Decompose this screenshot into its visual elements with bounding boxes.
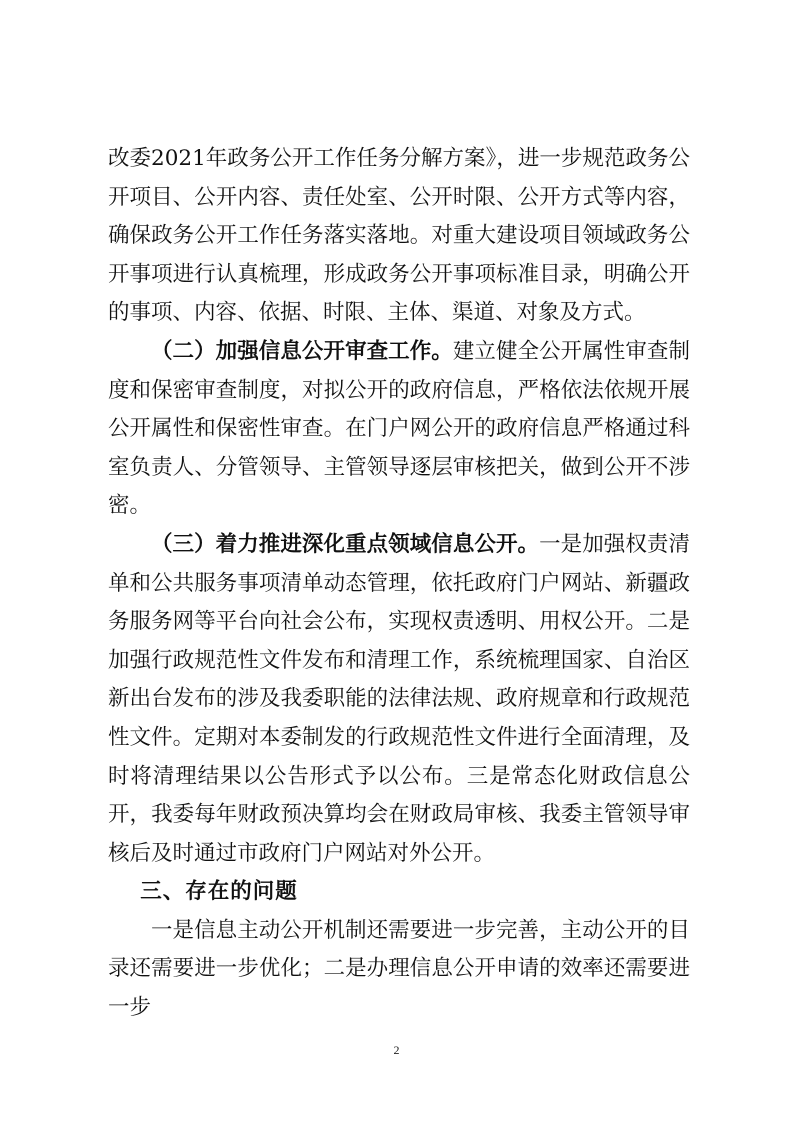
subheading-review-work: （二）加强信息公开审查工作。	[151, 338, 453, 364]
paragraph-continuation: 改委2021年政务公开工作任务分解方案》，进一步规范政务公开项目、公开内容、责任处室、公开时限、公开方式等内容，确保政务公开工作任务落实落地。对重大建设项目领域政务公开事项进行认真梳理，形成政务公开事项标准目录，明确公开的事项、内容、依据、时限、主体、渠道、对象及方式。	[108, 146, 690, 326]
paragraph-key-areas-body: 一是加强权责清单和公共服务事项清单动态管理，依托政府门户网站、新疆政务服务网等平台向社会公布，实现权责透明、用权公开。二是加强行政规范性文件发布和清理工作，系统梳理国家、自治区新出台发布的涉及我委职能的法律法规、政府规章和行政规范性文件。定期对本委制发的行政规范性文件进行全面清理，及时将清理结果以公告形式予以公布。三是常态化财政信息公开，我委每年财政预决算均会在财政局审核、我委主管领导审核后及时通过市政府门户网站对外公开。	[108, 531, 690, 866]
paragraph-problems: 一是信息主动公开机制还需要进一步完善，主动公开的目录还需要进一步优化；二是办理信息公开申请的效率还需要进一步	[108, 917, 690, 1021]
paragraph-review-work-body: 建立健全公开属性审查制度和保密审查制度，对拟公开的政府信息，严格依法依规开展公开属性和保密性审查。在门户网公开的政府信息严格通过科室负责人、分管领导、主管领导逐层审核把关，做到公开不涉密。	[108, 338, 690, 519]
subheading-key-areas: （三）着力推进深化重点领域信息公开。	[151, 531, 540, 557]
paragraph-review-work	[108, 333, 690, 526]
page-number: 2	[393, 1043, 400, 1057]
paragraph-key-areas	[108, 526, 690, 873]
section-heading-problems: 三、存在的问题	[140, 879, 298, 905]
document-body	[108, 140, 690, 1028]
